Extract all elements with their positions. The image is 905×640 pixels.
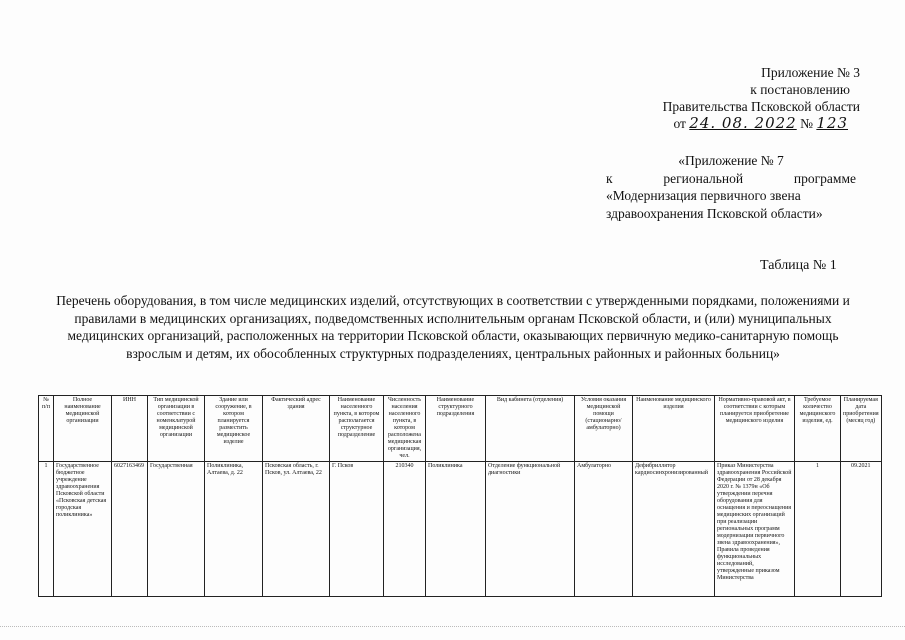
header-cell: Фактический адрес здания — [263, 396, 330, 462]
appendix-3-block — [560, 64, 860, 132]
purchase-date-cell: 09.2021 — [841, 462, 882, 597]
population-cell: 210340 — [384, 462, 426, 597]
settlement-cell: Г. Псков — [330, 462, 384, 597]
table-row — [39, 462, 882, 597]
scan-edge-divider — [0, 626, 905, 627]
building-cell: Поликлиника, Алтаева, д. 22 — [205, 462, 263, 597]
appendix-3-title: Приложение № 3 — [761, 65, 860, 80]
header-cell: Наименование структурного подразделения — [426, 396, 486, 462]
date-prefix: от — [673, 116, 686, 131]
row-number-cell: 1 — [39, 462, 54, 597]
legal-act-cell: Приказ Министерства здравоохранения Российской Федерации от 28 декабря 2020 г. № 1379н «Об утверждении перечня оборудования для оснащения и переоснащения медицинских организаций при реализации региональных программ модернизации первичного звена здравоохранения», Правила проведения функциональных исследований, утвержденные приказом Министерства — [715, 462, 795, 597]
appendix-3-government: Правительства Псковской области — [662, 99, 860, 114]
header-cell: Численность населения населенного пункта, в котором расположена медицинская организация, чел. — [384, 396, 426, 462]
header-cell: Наименование населенного пункта, в котором располагается структурное подразделение — [330, 396, 384, 462]
cabinet-type-cell: Отделение функциональной диагностики — [486, 462, 575, 597]
appendix-3-date-line — [560, 115, 860, 132]
header-cell: Наименование медицинского изделия — [633, 396, 715, 462]
header-cell: Полное наименование медицинской организации — [54, 396, 112, 462]
appendix-7-title: «Приложение № 7 — [678, 153, 784, 168]
table-header-row — [39, 396, 882, 462]
address-cell: Псковская область, г. Псков, ул. Алтаева, 22 — [263, 462, 330, 597]
appendix-7-program-line — [606, 170, 856, 188]
header-cell: № п/п — [39, 396, 54, 462]
header-cell: ИНН — [112, 396, 148, 462]
handwritten-number: 123 — [816, 114, 848, 132]
quantity-cell: 1 — [795, 462, 841, 597]
handwritten-date: 24. 08. 2022 — [689, 114, 797, 132]
word-regional: региональной — [663, 170, 744, 186]
header-cell: Нормативно-правовой акт, в соответствии с которым планируется приобретение медицинского изделия — [715, 396, 795, 462]
subdivision-cell: Поликлиника — [426, 462, 486, 597]
header-cell: Планируемая дата приобретения (месяц год) — [841, 396, 882, 462]
document-heading: Перечень оборудования, в том числе медицинских изделий, отсутствующих в соответствии с утвержденными порядками, положениями и правилами в медицинских организациях, подведомственных исполнительным органам Псковской области, и (или) муниципальных медицинских организаций, расположенных на территории Псковской области, оказывающих первичную медико-санитарную помощь взрослым и детям, их обособленных структурных подразделениях, центральных районных и районных больниц» — [56, 293, 850, 361]
equipment-table — [38, 395, 882, 597]
device-name-cell: Дефибриллятор кардиосинхронизированный — [633, 462, 715, 597]
appendix-7-program-name: «Модернизация первичного звена — [606, 188, 801, 203]
number-prefix: № — [800, 116, 813, 131]
care-conditions-cell: Амбулаторно — [575, 462, 633, 597]
appendix-7-block — [606, 152, 856, 222]
appendix-3-to-resolution: к постановлению — [750, 82, 850, 97]
word-k: к — [606, 170, 613, 186]
organization-name-cell: Государственное бюджетное учреждение здравоохранения Псковской области «Псковская детская городская поликлиника» — [54, 462, 112, 597]
inn-cell: 6027163469 — [112, 462, 148, 597]
word-program: программе — [793, 170, 856, 186]
header-cell: Требуемое количество медицинского изделия, ед. — [795, 396, 841, 462]
organization-type-cell: Государственная — [148, 462, 205, 597]
header-cell: Здание или сооружение, в котором планируется разместить медицинское изделие — [205, 396, 263, 462]
header-cell: Тип медицинской организации в соответствии с номенклатурой медицинской организации — [148, 396, 205, 462]
table-number: Таблица № 1 — [760, 258, 837, 273]
header-cell: Вид кабинета (отделения) — [486, 396, 575, 462]
appendix-7-program-name-cont: здравоохранения Псковской области» — [606, 205, 823, 221]
header-cell: Условия оказания медицинской помощи (стационарно/ амбулаторно) — [575, 396, 633, 462]
